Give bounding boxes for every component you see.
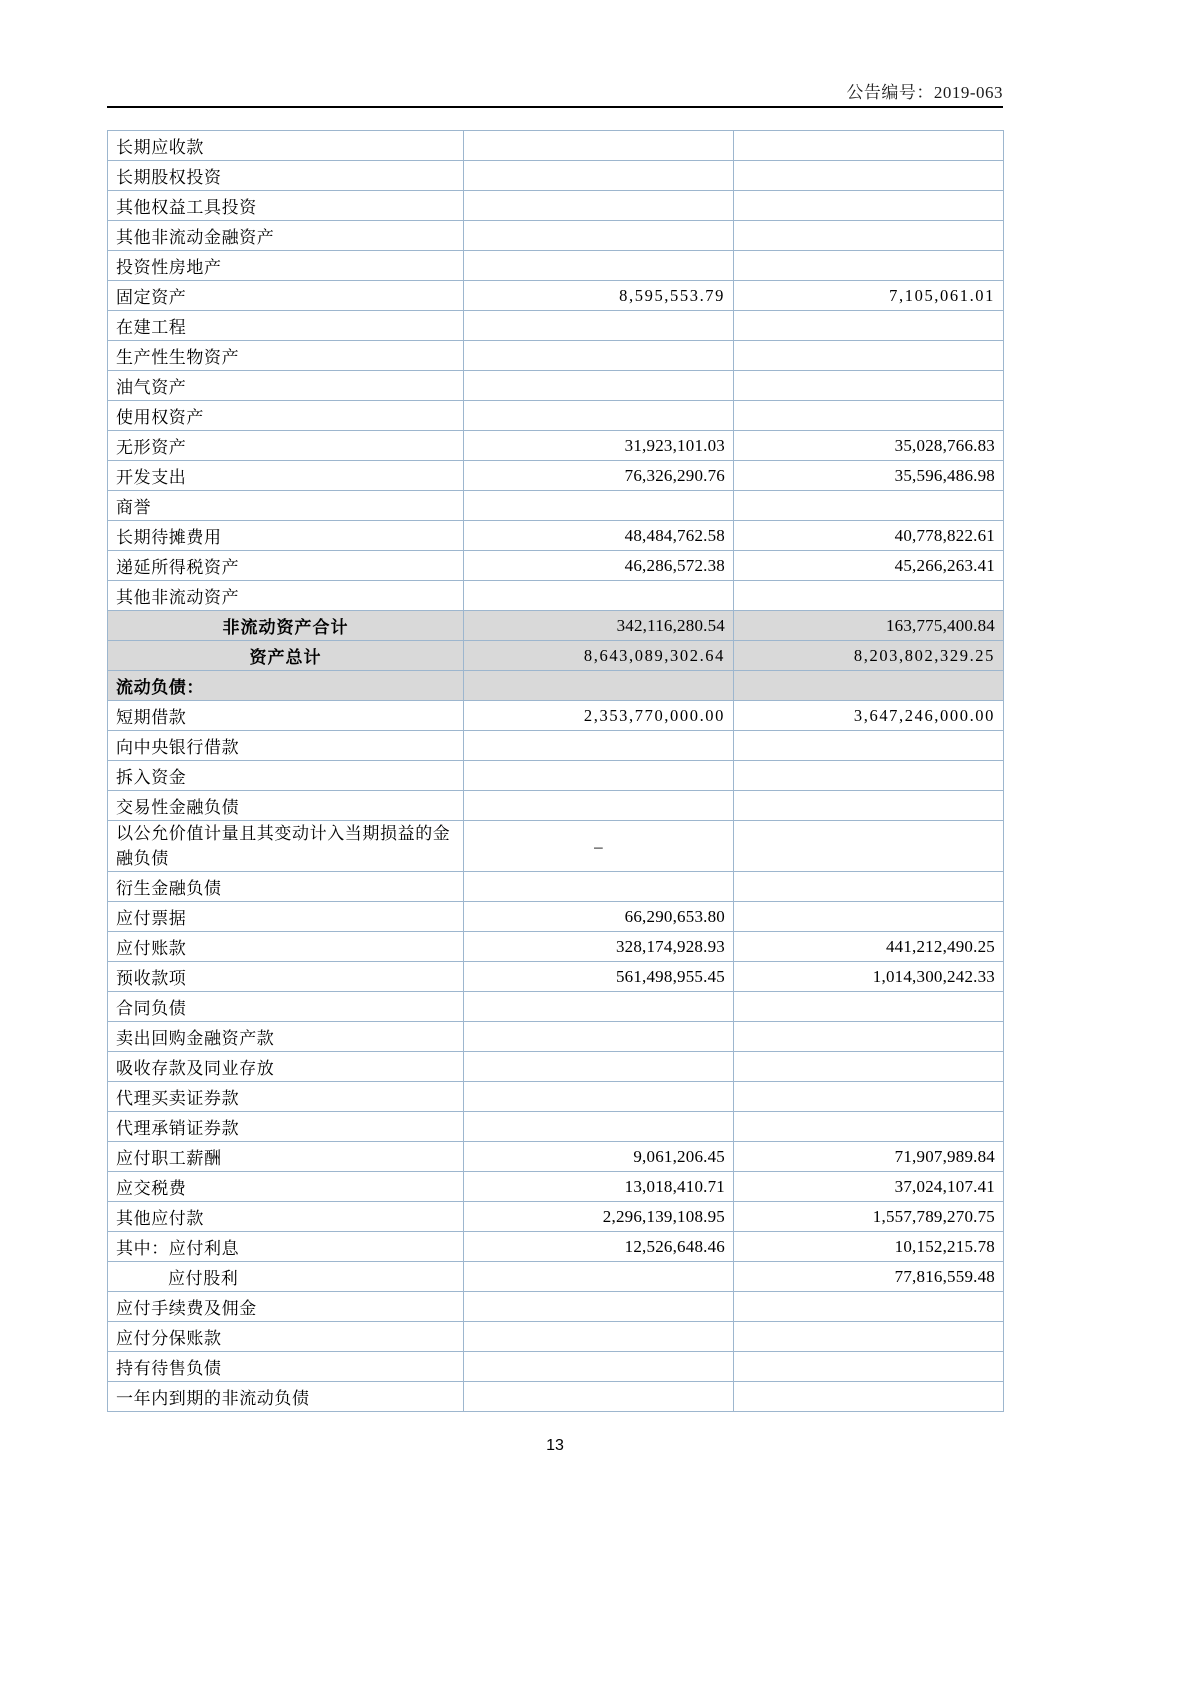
row-label: 应付手续费及佣金	[108, 1292, 464, 1322]
row-value-prior	[734, 731, 1004, 761]
row-value-prior	[734, 1292, 1004, 1322]
row-value-prior	[734, 671, 1004, 701]
table-row	[108, 1082, 1004, 1112]
row-value-prior	[734, 161, 1004, 191]
table-row	[108, 962, 1004, 992]
row-value-current	[464, 671, 734, 701]
row-value-prior	[734, 1052, 1004, 1082]
row-label: 使用权资产	[108, 401, 464, 431]
row-label: 无形资产	[108, 431, 464, 461]
row-value-prior	[734, 221, 1004, 251]
row-label: 长期应收款	[108, 131, 464, 161]
table-row	[108, 761, 1004, 791]
row-label: 其他权益工具投资	[108, 191, 464, 221]
table-row	[108, 461, 1004, 491]
row-value-prior: 40,778,822.61	[734, 521, 1004, 551]
row-value-prior	[734, 1352, 1004, 1382]
row-value-current: 76,326,290.76	[464, 461, 734, 491]
row-label: 卖出回购金融资产款	[108, 1022, 464, 1052]
table-row	[108, 1292, 1004, 1322]
row-label: 应付账款	[108, 932, 464, 962]
table-row	[108, 1202, 1004, 1232]
row-label: 在建工程	[108, 311, 464, 341]
row-label: 流动负债：	[108, 671, 464, 701]
row-value-prior: 71,907,989.84	[734, 1142, 1004, 1172]
row-label: 拆入资金	[108, 761, 464, 791]
row-value-prior	[734, 791, 1004, 821]
row-value-current	[464, 251, 734, 281]
row-value-current: 2,353,770,000.00	[464, 701, 734, 731]
page-header	[107, 78, 1003, 103]
row-label: 合同负债	[108, 992, 464, 1022]
table-row	[108, 131, 1004, 161]
row-value-current: –	[464, 821, 734, 872]
row-value-current: 13,018,410.71	[464, 1172, 734, 1202]
table-row	[108, 872, 1004, 902]
table-row	[108, 1232, 1004, 1262]
row-value-current	[464, 581, 734, 611]
table-row	[108, 491, 1004, 521]
row-label: 短期借款	[108, 701, 464, 731]
table-row	[108, 821, 1004, 872]
row-value-current	[464, 992, 734, 1022]
table-row	[108, 701, 1004, 731]
table-row	[108, 161, 1004, 191]
row-value-current: 8,595,553.79	[464, 281, 734, 311]
table-row	[108, 791, 1004, 821]
row-value-current	[464, 731, 734, 761]
row-label: 长期股权投资	[108, 161, 464, 191]
page-number: 13	[546, 1437, 564, 1454]
row-value-current	[464, 341, 734, 371]
row-label: 应付分保账款	[108, 1322, 464, 1352]
row-value-current: 342,116,280.54	[464, 611, 734, 641]
row-value-prior	[734, 761, 1004, 791]
row-value-current	[464, 401, 734, 431]
row-value-prior: 8,203,802,329.25	[734, 641, 1004, 671]
row-label: 持有待售负债	[108, 1352, 464, 1382]
table-row	[108, 932, 1004, 962]
row-value-prior: 37,024,107.41	[734, 1172, 1004, 1202]
row-value-current	[464, 191, 734, 221]
row-value-prior	[734, 251, 1004, 281]
row-value-prior	[734, 1322, 1004, 1352]
table-row	[108, 341, 1004, 371]
row-value-current	[464, 791, 734, 821]
row-value-current: 8,643,089,302.64	[464, 641, 734, 671]
row-value-current: 9,061,206.45	[464, 1142, 734, 1172]
row-value-prior	[734, 1022, 1004, 1052]
row-value-prior: 1,557,789,270.75	[734, 1202, 1004, 1232]
row-value-current	[464, 1022, 734, 1052]
table-row	[108, 581, 1004, 611]
header-divider	[107, 106, 1003, 108]
row-value-prior	[734, 191, 1004, 221]
row-label: 其他应付款	[108, 1202, 464, 1232]
table-row	[108, 671, 1004, 701]
row-value-current	[464, 491, 734, 521]
table-row	[108, 521, 1004, 551]
row-label: 长期待摊费用	[108, 521, 464, 551]
row-label: 代理承销证券款	[108, 1112, 464, 1142]
table-row	[108, 371, 1004, 401]
row-value-current	[464, 161, 734, 191]
row-label: 吸收存款及同业存放	[108, 1052, 464, 1082]
row-value-current	[464, 1082, 734, 1112]
row-value-prior: 3,647,246,000.00	[734, 701, 1004, 731]
row-value-prior	[734, 1382, 1004, 1412]
row-label: 固定资产	[108, 281, 464, 311]
row-value-current: 12,526,648.46	[464, 1232, 734, 1262]
row-value-prior	[734, 581, 1004, 611]
row-value-prior	[734, 491, 1004, 521]
table-row	[108, 431, 1004, 461]
row-value-prior	[734, 371, 1004, 401]
row-label: 代理买卖证券款	[108, 1082, 464, 1112]
row-value-current: 31,923,101.03	[464, 431, 734, 461]
row-value-prior	[734, 1112, 1004, 1142]
table-row	[108, 731, 1004, 761]
row-label: 应付股利	[108, 1262, 464, 1292]
table-row	[108, 191, 1004, 221]
row-label: 其中：应付利息	[108, 1232, 464, 1262]
table-row	[108, 311, 1004, 341]
row-label: 生产性生物资产	[108, 341, 464, 371]
row-value-current	[464, 872, 734, 902]
table-row	[108, 1112, 1004, 1142]
row-value-prior: 35,028,766.83	[734, 431, 1004, 461]
table-row	[108, 1052, 1004, 1082]
row-label: 非流动资产合计	[108, 611, 464, 641]
row-value-prior	[734, 992, 1004, 1022]
row-label: 应付职工薪酬	[108, 1142, 464, 1172]
table-row	[108, 641, 1004, 671]
table-row	[108, 611, 1004, 641]
row-label: 其他非流动金融资产	[108, 221, 464, 251]
table-row	[108, 992, 1004, 1022]
row-value-current: 66,290,653.80	[464, 902, 734, 932]
row-value-current	[464, 221, 734, 251]
row-value-current	[464, 1262, 734, 1292]
row-value-current	[464, 371, 734, 401]
row-value-current	[464, 1322, 734, 1352]
row-value-current: 561,498,955.45	[464, 962, 734, 992]
row-label: 油气资产	[108, 371, 464, 401]
row-value-prior	[734, 821, 1004, 872]
row-label: 投资性房地产	[108, 251, 464, 281]
table-row	[108, 1172, 1004, 1202]
table-row	[108, 551, 1004, 581]
row-value-prior	[734, 341, 1004, 371]
row-label: 向中央银行借款	[108, 731, 464, 761]
table-row	[108, 221, 1004, 251]
row-label: 一年内到期的非流动负债	[108, 1382, 464, 1412]
row-value-prior	[734, 131, 1004, 161]
row-label: 递延所得税资产	[108, 551, 464, 581]
row-value-prior: 1,014,300,242.33	[734, 962, 1004, 992]
row-value-prior: 45,266,263.41	[734, 551, 1004, 581]
row-value-current	[464, 761, 734, 791]
row-value-current: 2,296,139,108.95	[464, 1202, 734, 1232]
row-value-prior	[734, 1082, 1004, 1112]
table-row	[108, 902, 1004, 932]
row-value-current	[464, 1112, 734, 1142]
row-label: 应交税费	[108, 1172, 464, 1202]
row-value-current	[464, 1052, 734, 1082]
table-row	[108, 1262, 1004, 1292]
row-value-prior: 7,105,061.01	[734, 281, 1004, 311]
row-value-current	[464, 311, 734, 341]
table-row	[108, 1382, 1004, 1412]
table-row	[108, 1352, 1004, 1382]
row-value-current	[464, 1352, 734, 1382]
row-value-prior: 10,152,215.78	[734, 1232, 1004, 1262]
table-row	[108, 251, 1004, 281]
row-label: 开发支出	[108, 461, 464, 491]
row-value-prior: 35,596,486.98	[734, 461, 1004, 491]
table-row	[108, 1322, 1004, 1352]
row-value-current: 46,286,572.38	[464, 551, 734, 581]
row-label: 以公允价值计量且其变动计入当期损益的金融负债	[108, 821, 464, 872]
table-row	[108, 401, 1004, 431]
row-value-current: 48,484,762.58	[464, 521, 734, 551]
page-content	[107, 0, 1003, 1697]
row-value-prior	[734, 311, 1004, 341]
balance-sheet-table	[107, 130, 1004, 1412]
row-label: 商誉	[108, 491, 464, 521]
row-value-current	[464, 131, 734, 161]
announcement-number: 公告编号：2019-063	[846, 83, 1003, 102]
row-value-prior: 163,775,400.84	[734, 611, 1004, 641]
row-value-prior: 77,816,559.48	[734, 1262, 1004, 1292]
table-row	[108, 1022, 1004, 1052]
row-value-current	[464, 1382, 734, 1412]
row-label: 其他非流动资产	[108, 581, 464, 611]
row-label: 资产总计	[108, 641, 464, 671]
row-label: 衍生金融负债	[108, 872, 464, 902]
row-value-prior	[734, 902, 1004, 932]
row-label: 应付票据	[108, 902, 464, 932]
row-value-prior: 441,212,490.25	[734, 932, 1004, 962]
row-value-current: 328,174,928.93	[464, 932, 734, 962]
table-row	[108, 281, 1004, 311]
table-body	[108, 131, 1004, 1412]
row-value-current	[464, 1292, 734, 1322]
row-label: 预收款项	[108, 962, 464, 992]
row-value-prior	[734, 401, 1004, 431]
row-value-prior	[734, 872, 1004, 902]
row-label: 交易性金融负债	[108, 791, 464, 821]
table-row	[108, 1142, 1004, 1172]
